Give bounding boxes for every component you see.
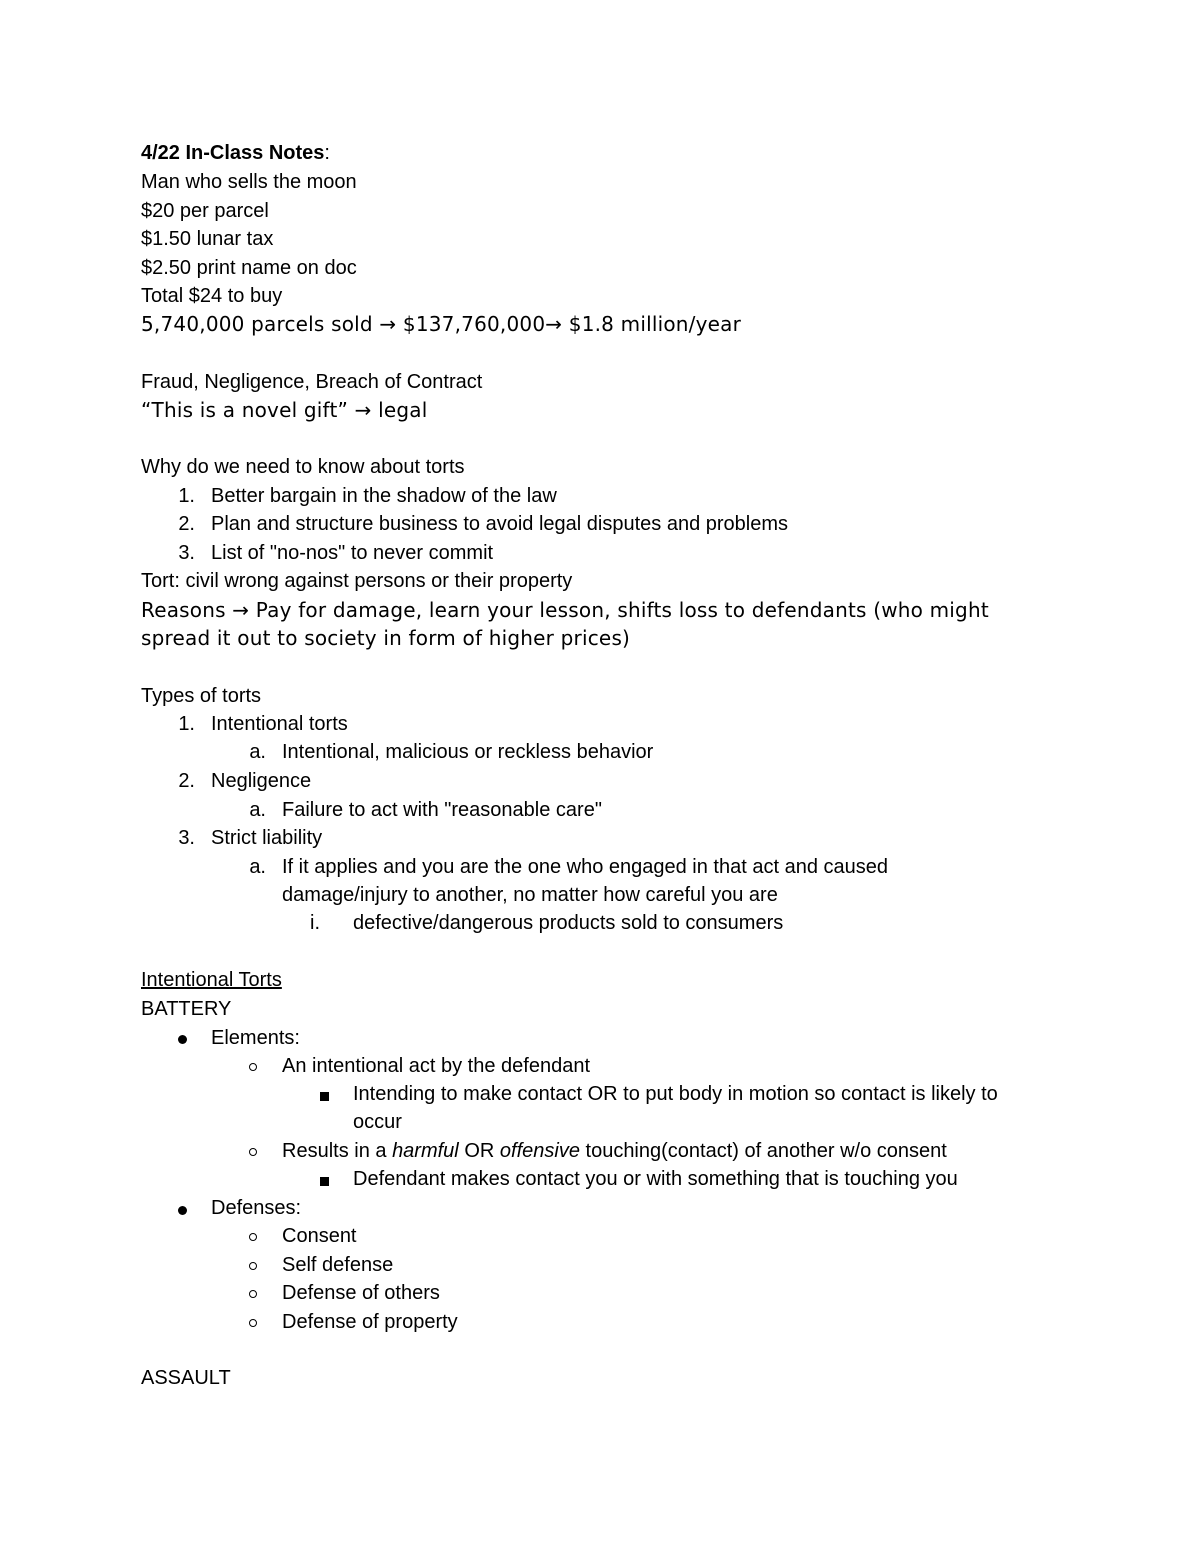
line: Fraud, Negligence, Breach of Contract [141, 371, 483, 393]
list-item: defective/dangerous products sold to consumers [353, 912, 784, 934]
list-item: Consent [282, 1225, 357, 1247]
list-number: 3. [178, 827, 195, 849]
circle-bullet-icon [249, 1148, 257, 1156]
line: 5,740,000 parcels sold → $137,760,000→ $1.8 million/year [141, 312, 742, 336]
list-number: 3. [178, 542, 195, 564]
line: $2.50 print name on doc [141, 257, 357, 279]
list-letter: a. [249, 799, 266, 821]
square-bullet-icon [320, 1092, 329, 1101]
circle-bullet-icon [249, 1319, 257, 1327]
line: “This is a novel gift” → legal [141, 398, 428, 422]
list-item: Defense of property [282, 1311, 458, 1333]
list-item: Elements: [211, 1027, 300, 1049]
list-item-continuation: damage/injury to another, no matter how careful you are [282, 884, 778, 906]
list-item: An intentional act by the defendant [282, 1055, 591, 1077]
list-item: Defense of others [282, 1282, 440, 1304]
list-item: List of "no-nos" to never commit [211, 542, 494, 564]
list-number: 2. [178, 513, 195, 535]
circle-bullet-icon [249, 1233, 257, 1241]
notes-title-line [141, 139, 330, 167]
list-item: Better bargain in the shadow of the law [211, 485, 557, 507]
line: Why do we need to know about torts [141, 456, 465, 478]
list-letter: a. [249, 856, 266, 878]
circle-bullet-icon [249, 1063, 257, 1071]
list-item: Defenses: [211, 1197, 302, 1219]
list-number: 2. [178, 770, 195, 792]
section-heading: Intentional Torts [141, 969, 282, 991]
line: $20 per parcel [141, 200, 269, 222]
list-item: Intending to make contact OR to put body in motion so contact is likely to [353, 1083, 998, 1105]
list-item: Intentional torts [211, 713, 348, 735]
title-colon: : [324, 142, 330, 164]
line: Total $24 to buy [141, 285, 283, 307]
list-item: If it applies and you are the one who engaged in that act and caused [282, 856, 888, 878]
list-item: Results in a harmful OR offensive touching(contact) of another w/o consent [282, 1140, 947, 1162]
list-item: Failure to act with "reasonable care" [282, 799, 602, 821]
line: Man who sells the moon [141, 171, 357, 193]
line: Types of torts [141, 685, 262, 707]
bullet-icon [178, 1206, 187, 1215]
list-number: 1. [178, 485, 195, 507]
circle-bullet-icon [249, 1262, 257, 1270]
list-number: 1. [178, 713, 195, 735]
list-item: Intentional, malicious or reckless behavior [282, 741, 654, 763]
line: $1.50 lunar tax [141, 228, 274, 250]
list-item: Negligence [211, 770, 312, 792]
list-roman: i. [310, 912, 320, 934]
circle-bullet-icon [249, 1290, 257, 1298]
line: Tort: civil wrong against persons or their property [141, 570, 573, 592]
notes-title: 4/22 In-Class Notes [141, 142, 325, 164]
bullet-icon [178, 1035, 187, 1044]
list-letter: a. [249, 741, 266, 763]
subsection-heading: BATTERY [141, 998, 232, 1020]
list-item: Strict liability [211, 827, 323, 849]
list-item: Self defense [282, 1254, 394, 1276]
subsection-heading: ASSAULT [141, 1367, 231, 1389]
square-bullet-icon [320, 1177, 329, 1186]
list-item: Defendant makes contact you or with something that is touching you [353, 1168, 958, 1190]
list-item-continuation: occur [353, 1111, 402, 1133]
line: Reasons → Pay for damage, learn your lesson, shifts loss to defendants (who might [141, 598, 989, 622]
list-item: Plan and structure business to avoid legal disputes and problems [211, 513, 789, 535]
line: spread it out to society in form of higher prices) [141, 626, 631, 650]
